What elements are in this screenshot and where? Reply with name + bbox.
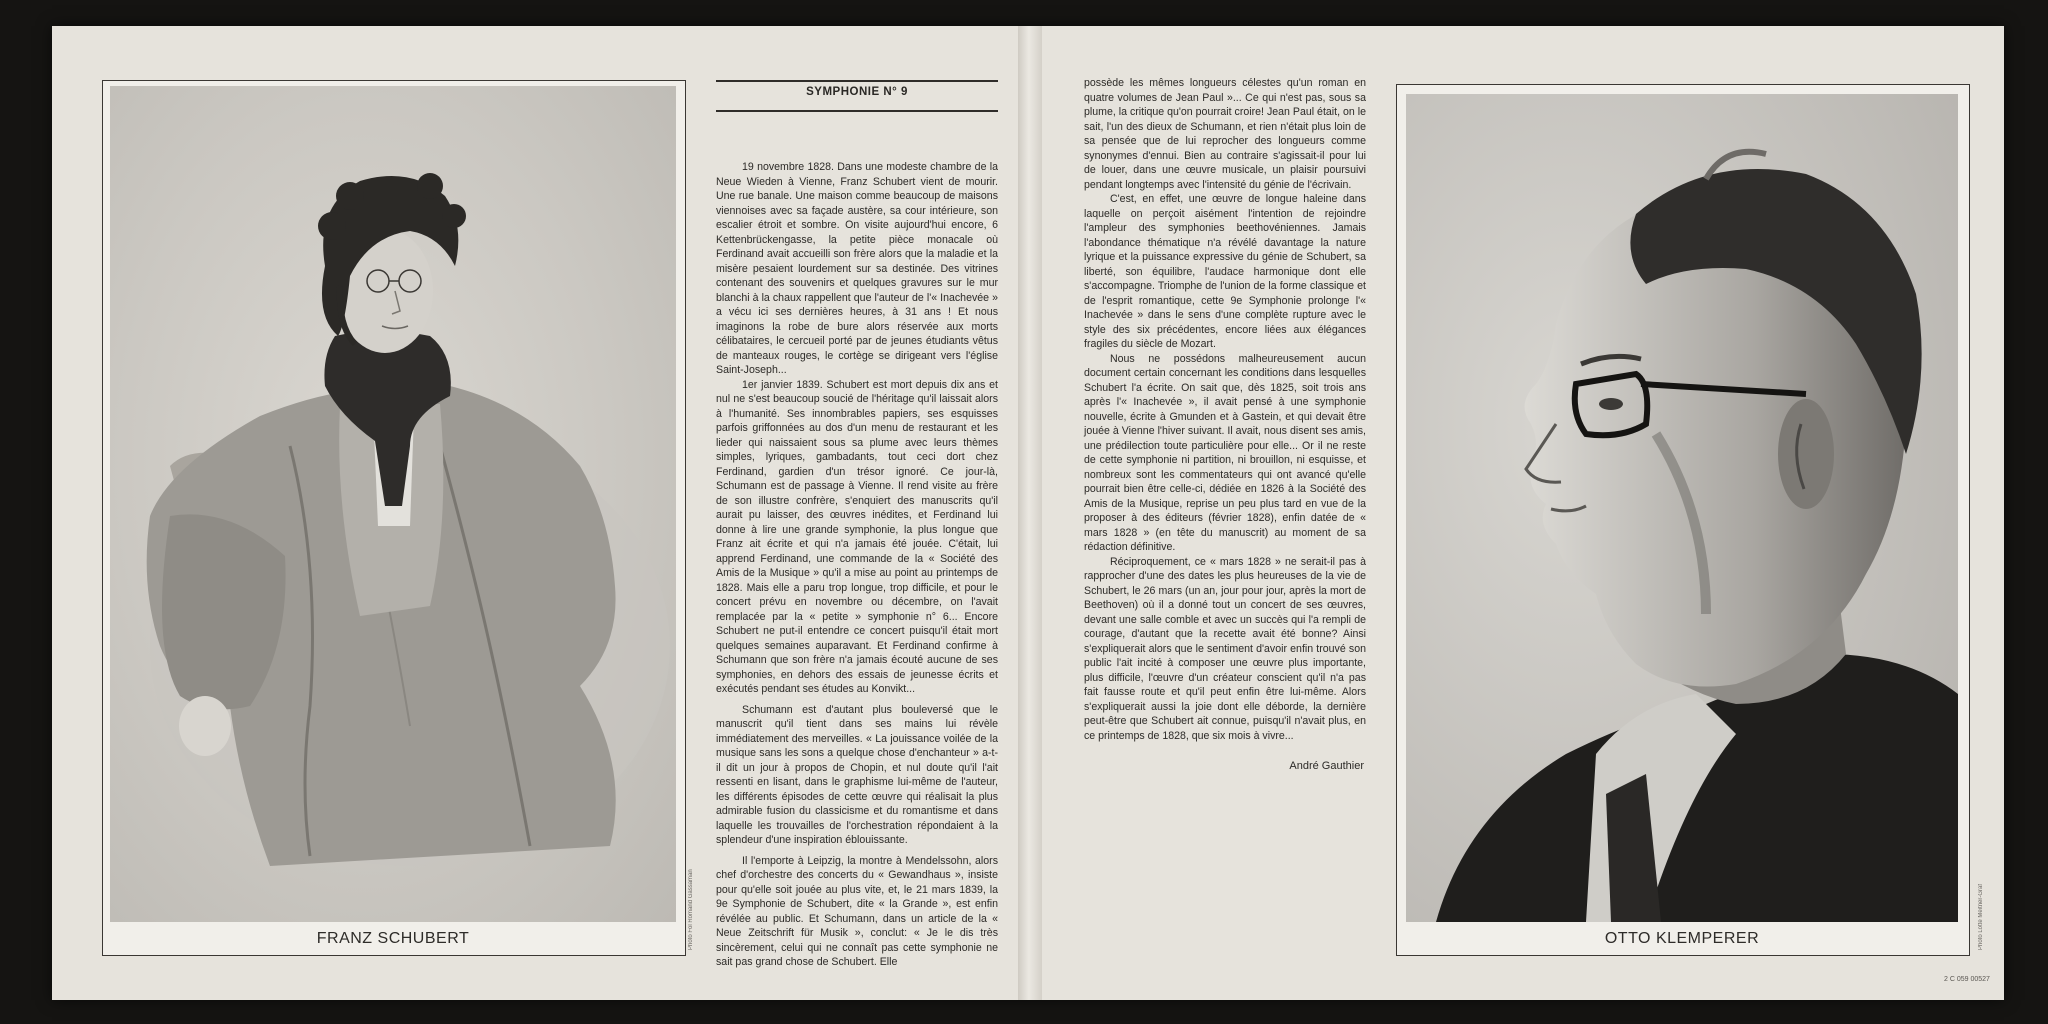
article-author: André Gauthier	[1289, 760, 1364, 772]
schubert-portrait-image	[110, 86, 676, 922]
paragraph: 1er janvier 1839. Schubert est mort depuis dix ans et nul ne s'est beaucoup soucié de l'héritage qu'il laissait alors à l'humanité. Ses innombrables papiers, ses esquisses parfois griffonnées au dos d'un menu de restaurant et les lieder qui naissaient sous sa plume avec leurs thèmes simples, lyriques, gambadants, tout ceci dort chez Ferdinand, gardien d'un trésor ignoré. Ce jour-là, Schumann est de passage à Vienne. Il rend visite au frère de son illustre confrère, s'enquiert des manuscrits qu'il aurait pu laisser, des œuvres inédites, et Ferdinand lui donne à lire une grande symphonie, la plus longue que Franz ait écrite et qui n'a jamais été jouée. C'était, lui apprend Ferdinand, une commande de la « Société des Amis de la Musique » qu'il a mise au point au printemps de 1828. Mais elle a paru trop longue, trop difficile, et pour le concert prévu en novembre ou décembre, on l'avait remplacée par la « petite » symphonie n° 6... Encore Schubert ne put-il entendre ce concert puisqu'il était mort quelques semaines auparavant. Et Ferdinand confirme à Schumann que son frère n'a jamais écouté aucune de ses symphonies, en dehors des essais de jeunesse écrits et exécutés pendant ses études au Konvikt...	[716, 378, 998, 695]
paragraph: 19 novembre 1828. Dans une modeste chambre de la Neue Wieden à Vienne, Franz Schubert vient de mourir. Une rue banale. Une maison comme beaucoup de maisons viennoises avec sa façade austère, sa cour intérieure, son escalier étroit et sombre. On visite aujourd'hui encore, 6 Kettenbrückengasse, la petite pièce monacale où Ferdinand avait accueilli son frère alors que la maladie et la misère pesaient lourdement sur sa destinée. Des vitrines contenant des souvenirs et quelques gravures sur le mur blanchi à la chaux rappellent que l'auteur de l'« Inachevée » a vécu ici ses dernières heures, à 31 ans ! Et nous imaginons la robe de bure alors réservée aux morts célibataires, le cercueil porté par de jeunes étudiants vêtus de manteaux rouges, le cortège se dirigeant vers l'église Saint-Joseph...	[716, 161, 998, 376]
catalog-number: 2 C 059 00527	[1944, 976, 1990, 983]
paragraph: Il l'emporte à Leipzig, la montre à Mendelssohn, alors chef d'orchestre des concerts du « Gewandhaus », insiste pour qu'elle soit jouée au plus vite, et, le 21 mars 1839, la 9e Symphonie de Schubert, dite « la Grande », est enfin révélée au public. Et Schumann, dans un article de la « Neue Zeitschrift für Musik », conclut: « Je le dis très sincèrement, celui qui ne connaît pas cette symphonie ne sait pas grand chose de Schubert. Elle	[716, 854, 998, 968]
article-title: SYMPHONIE N° 9	[806, 86, 908, 98]
portrait-caption-klemperer: OTTO KLEMPERER	[1604, 930, 1760, 947]
paragraph: Schumann est d'autant plus bouleversé que le manuscrit qu'il tient dans ses mains lui révèle immédiatement des merveilles. « La jouissance voilée de la musique sans les sons a quelque chose d'enchanteur » a-t-il dit un jour à propos de Chopin, et nul doute qu'il l'ait ressenti en lisant, dans le graphisme lui-même de l'auteur, les différents épisodes de cette œuvre qui réalisait la plus admirable fusion du classicisme et du romantisme et dans laquelle les trouvailles de l'orchestration répondaient à la splendeur d'une inspiration éblouissante.	[716, 703, 998, 846]
portrait-caption-schubert: FRANZ SCHUBERT	[316, 930, 470, 947]
photo-credit-left: Photo Fol Romand Gassaman	[688, 869, 694, 950]
schubert-illustration	[110, 86, 676, 922]
title-rule-bottom	[716, 110, 998, 112]
klemperer-photo	[1406, 94, 1958, 922]
paragraph: C'est, en effet, une œuvre de longue haleine dans laquelle on perçoit aisément l'intention de rejoindre l'ampleur des symphonies beethovéniennes. Jamais l'abondance thématique n'a révélé davantage la nature lyrique et la puissance expressive du génie de Schubert, sa liberté, son équilibre, l'audace harmonique dont elle s'accompagne. Triomphe de l'union de la forme classique et de l'esprit romantique, cette 9e Symphonie prolonge l'« Inachevée » dans le sens d'une complète rupture avec le style des six précédentes, encore liées aux élégances fragiles du siècle de Mozart.	[1084, 193, 1366, 350]
article-column-2	[1084, 76, 1366, 743]
photo-credit-right: Photo Lotte Meitner-Graf	[1978, 883, 1984, 950]
paragraph: possède les mêmes longueurs célestes qu'un roman en quatre volumes de Jean Paul »... Ce qui n'est pas, sous sa plume, la critique qu'on pourrait croire! Jean Paul était, on le sait, l'un des dieux de Schumann, et rien n'était plus loin de sa pensée que de lui reprocher des longueurs comme synonymes d'ennui. Bien au contraire s'agissait-il pour lui de louer, dans une œuvre musicale, un plaisir poursuivi pendant longtemps avec l'intensité du génie de l'écrivain.	[1084, 77, 1366, 191]
title-rule-top	[716, 80, 998, 82]
paragraph: Réciproquement, ce « mars 1828 » ne serait-il pas à rapprocher d'une des dates les plus heureuses de la vie de Schubert, le 26 mars (un an, jour pour jour, après la mort de Beethoven) où il a donné tout un concert de ses œuvres, devant une salle comble et avec un succès qui l'a rempli de courage, d'autant que la recette avait été bonne? Ainsi s'expliquerait alors que le sentiment d'avoir enfin trouvé son public l'ait incité à composer une œuvre plus importante, plus difficile, l'œuvre d'un créateur conscient qu'il n'a pas fait fausse route et qu'il peut enfin être lui-même. Alors s'expliquerait aussi la joie dont elle déborde, la dernière peut-être que Schubert ait connue, puisqu'il n'avait plus, en ce printemps de 1828, que six mois à vivre...	[1084, 555, 1366, 742]
gatefold-spine	[1018, 26, 1042, 1000]
article-column-1	[716, 160, 998, 970]
klemperer-portrait-image	[1406, 94, 1958, 922]
paragraph: Nous ne possédons malheureusement aucun document certain concernant les conditions dans lesquelles Schubert l'a écrite. On sait que, dès 1825, soit trois ans après l'« Inachevée », il avait pensé à une symphonie nouvelle, écrite à Gmunden et à Gastein, et qui devait être jouée à Vienne l'hiver suivant. Il avait, nous disent ses amis, une prédilection toute particulière pour elle... Or il ne reste de cette symphonie ni partition, ni brouillon, ni esquisse, et nombreux sont les commentateurs qui ont avancé qu'elle pourrait bien être celle-ci, dédiée en 1826 à la Société des Amis de la Musique, reprise un peu plus tard en vue de la proposer à des éditeurs (février 1828), enfin datée de « mars 1828 » (en tête du manuscrit) au moment de sa rédaction définitive.	[1084, 352, 1366, 553]
